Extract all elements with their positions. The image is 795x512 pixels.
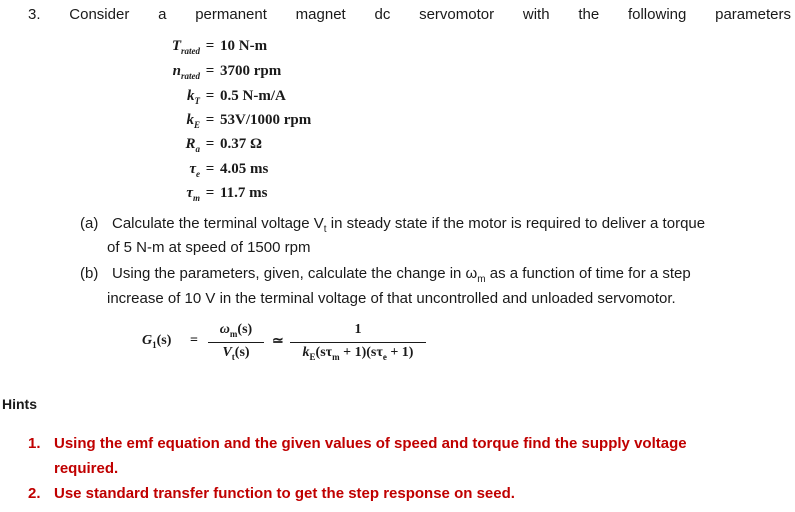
param-symbol: τ — [186, 185, 193, 201]
param-value: 53V/1000 rpm — [220, 112, 312, 128]
param-value: 11.7 ms — [220, 185, 268, 201]
fraction2-numerator: 1 — [354, 322, 362, 337]
parameter-row: $\tau_e$ = 4.05 ms — [189, 161, 269, 179]
hint-number: 2. — [28, 485, 41, 502]
formula-approx: ≃ — [272, 334, 284, 349]
fraction2-bar — [290, 342, 426, 343]
param-subscript: E — [193, 120, 200, 130]
intro-word: following — [627, 6, 687, 23]
formula-lhs: $G_1(s)$ — [142, 333, 172, 350]
fraction2-denominator: $k_E(s\tau_m + 1)(s\tau_e + 1)$ — [302, 345, 414, 362]
part-b-label: (b) — [80, 265, 99, 282]
part-b-line2: increase of 10 V in the terminal voltage of that uncontrolled and unloaded servomotor. — [107, 290, 676, 307]
hint-2-line1: Use standard transfer function to get the step response on seed. — [54, 485, 515, 502]
param-value: 4.05 ms — [220, 161, 269, 177]
hint-1-line1: Using the emf equation and the given values of speed and torque find the supply voltage — [54, 435, 687, 452]
formula-equals: = — [190, 333, 198, 348]
intro-word: dc — [374, 6, 391, 23]
param-subscript: T — [194, 96, 200, 106]
param-symbol: τ — [189, 161, 196, 177]
param-value: 0.37 Ω — [220, 136, 263, 152]
param-subscript: rated — [181, 46, 200, 56]
part-b-line1: Using the parameters, given, calculate the change in $\omega_m$ as a function of time for a step — [112, 265, 691, 285]
question-number: 3. — [28, 6, 41, 23]
intro-word: with — [522, 6, 550, 23]
param-value: 10 N-m — [220, 38, 268, 54]
part-a-line2: of 5 N-m at speed of 1500 rpm — [107, 239, 311, 256]
part-a-label: (a) — [80, 215, 99, 232]
param-symbol: R — [185, 136, 196, 152]
part-a-line1: Calculate the terminal voltage $V_t$ in steady state if the motor is required to deliver a torque — [112, 215, 706, 235]
param-subscript: rated — [181, 71, 200, 81]
intro-word: magnet — [295, 6, 346, 23]
hints-title: Hints — [2, 396, 37, 412]
transfer-function — [138, 320, 438, 370]
fraction1-numerator: $\omega_m(s)$ — [219, 322, 253, 339]
param-symbol: T — [171, 38, 181, 54]
param-symbol: k — [187, 88, 195, 104]
parameter-row: $n_{rated}$ = 3700 rpm — [172, 63, 282, 81]
intro-word: servomotor — [419, 6, 495, 23]
intro-word: permanent — [195, 6, 267, 23]
parameter-row: $R_a$ = 0.37 Ω — [185, 136, 263, 154]
parameter-row: $\tau_m$ = 11.7 ms — [186, 185, 268, 203]
fraction1-bar — [208, 342, 264, 343]
param-subscript: a — [195, 144, 200, 154]
intro-word: Consider — [69, 6, 130, 23]
fraction1-denominator: $V_t(s)$ — [222, 345, 250, 362]
hint-1-line2: required. — [54, 460, 119, 477]
intro-word: parameters — [715, 6, 791, 23]
param-symbol: k — [186, 112, 194, 128]
param-value: 0.5 N-m/A — [220, 88, 286, 104]
intro-word: a — [158, 6, 167, 23]
question-intro — [28, 6, 791, 23]
param-value: 3700 rpm — [220, 63, 282, 79]
param-symbol: n — [172, 63, 181, 79]
intro-word: the — [578, 6, 600, 23]
parameter-row: $k_T$ = 0.5 N-m/A — [187, 88, 286, 106]
hint-number: 1. — [28, 435, 41, 452]
param-subscript: m — [192, 193, 200, 203]
parameter-row: $k_E$ = 53V/1000 rpm — [186, 112, 312, 130]
parameter-row: $T_{rated}$ = 10 N-m — [171, 38, 268, 56]
param-subscript: e — [196, 169, 200, 179]
